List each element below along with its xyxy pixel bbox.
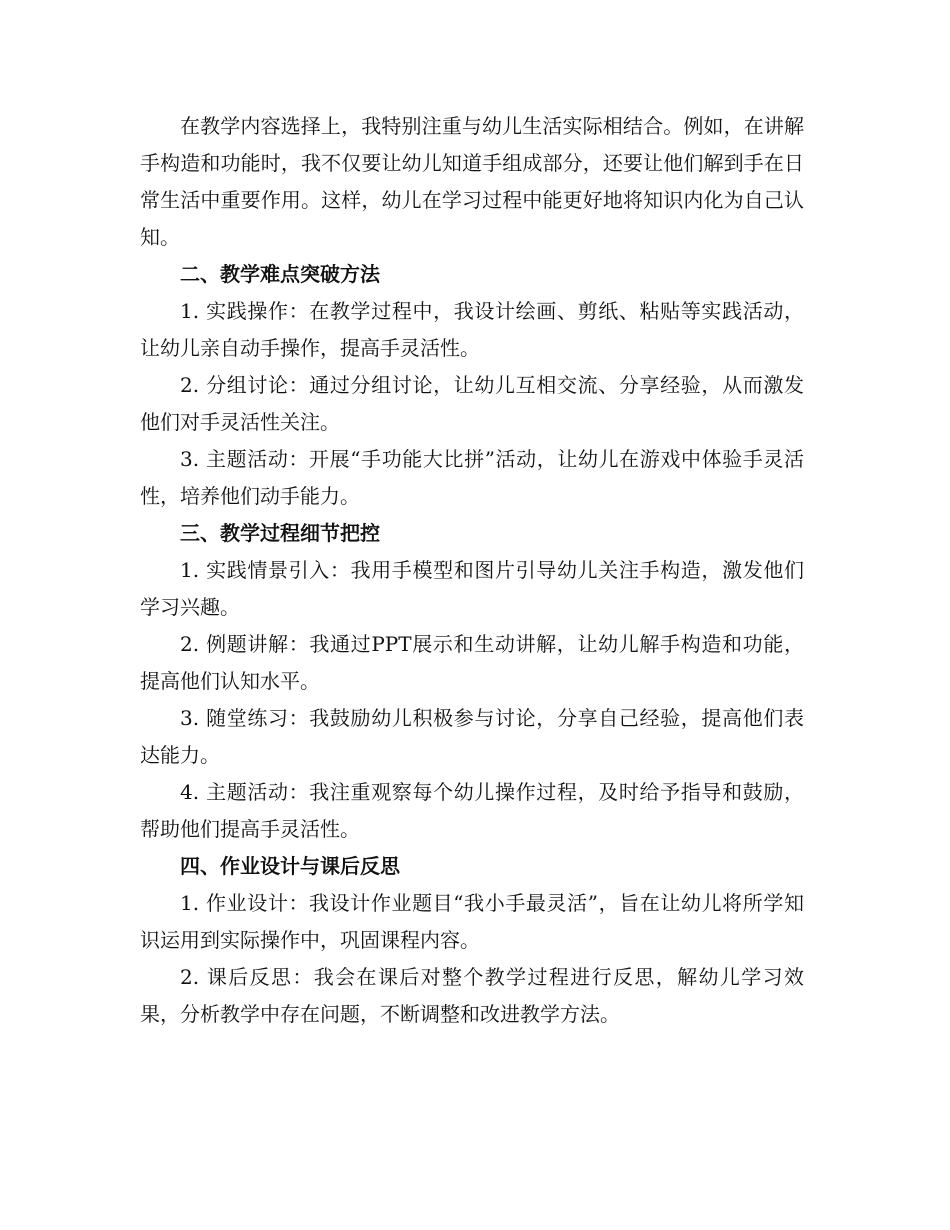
list-item: 2. 分组讨论：通过分组讨论，让幼儿互相交流、分享经验，从而激发他们对手灵活性关注。 — [140, 373, 804, 434]
list-item: 1. 实践操作：在教学过程中，我设计绘画、剪纸、粘贴等实践活动，让幼儿亲自动手操作，提高手灵活性。 — [140, 299, 804, 360]
list-item: 3. 随堂练习：我鼓励幼儿积极参与讨论，分享自己经验，提高他们表达能力。 — [140, 706, 804, 767]
list-item: 4. 主题活动：我注重观察每个幼儿操作过程，及时给予指导和鼓励，帮助他们提高手灵活性。 — [140, 780, 804, 841]
section-heading: 三、教学过程细节把控 — [180, 521, 380, 545]
list-item: 1. 作业设计：我设计作业题目“我小手最灵活”，旨在让幼儿将所学知识运用到实际操作中，巩固课程内容。 — [140, 891, 804, 952]
section-heading: 四、作业设计与课后反思 — [180, 854, 400, 878]
section-heading: 二、教学难点突破方法 — [180, 262, 380, 286]
list-item: 1. 实践情景引入：我用手模型和图片引导幼儿关注手构造，激发他们学习兴趣。 — [140, 558, 804, 619]
intro-paragraph: 在教学内容选择上，我特别注重与幼儿生活实际相结合。例如，在讲解手构造和功能时，我不仅要让幼儿知道手组成部分，还要让他们解到手在日常生活中重要作用。这样，幼儿在学习过程中能更好地将知识内化为自己认知。 — [140, 114, 804, 249]
list-item: 3. 主题活动：开展“手功能大比拼”活动，让幼儿在游戏中体验手灵活性，培养他们动手能力。 — [140, 447, 804, 508]
list-item: 2. 课后反思：我会在课后对整个教学过程进行反思，解幼儿学习效果，分析教学中存在问题，不断调整和改进教学方法。 — [140, 965, 804, 1026]
document-body — [140, 108, 804, 1033]
list-item: 2. 例题讲解：我通过PPT展示和生动讲解，让幼儿解手构造和功能，提高他们认知水平。 — [140, 632, 804, 693]
